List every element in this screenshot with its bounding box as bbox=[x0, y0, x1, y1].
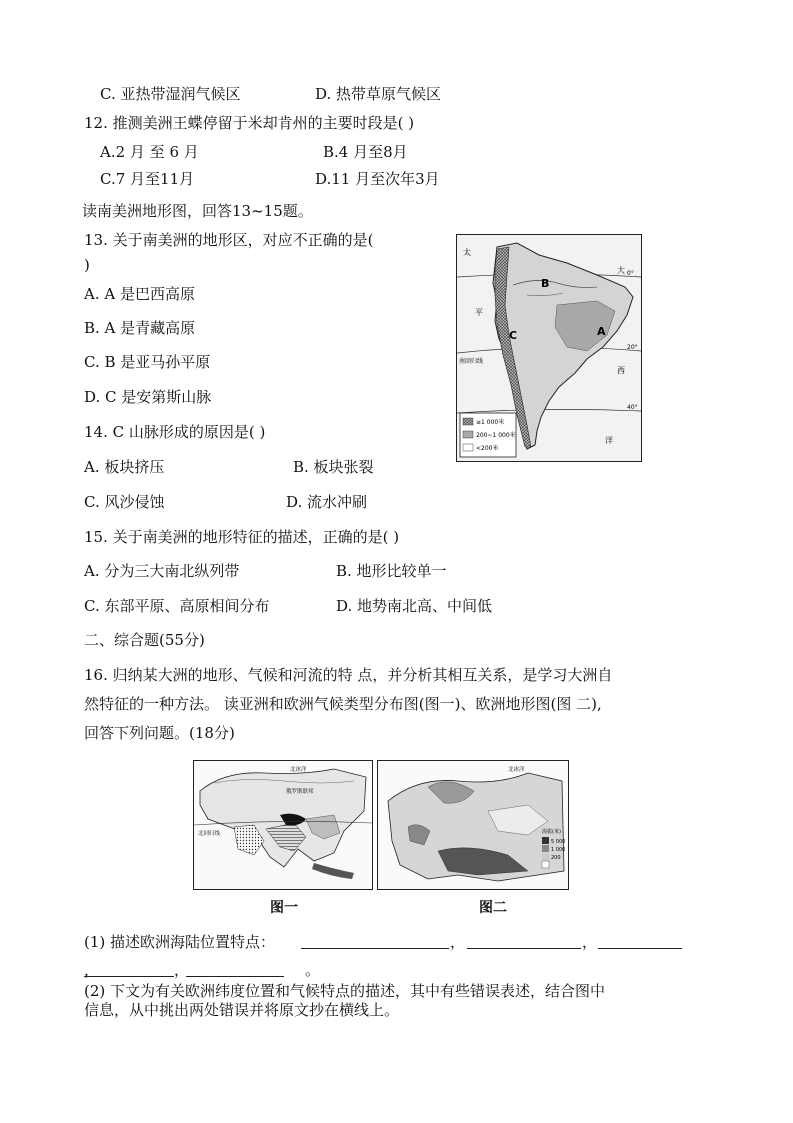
fig1-tropic-label: 北回归线 bbox=[198, 831, 221, 837]
q13-option-a: A. A 是巴西高原 bbox=[84, 285, 195, 303]
ocean-text-tai: 太 bbox=[463, 248, 471, 257]
fig2-legend-1000: 1 000 bbox=[551, 847, 566, 853]
q14-option-d: D. 流水冲刷 bbox=[286, 493, 368, 511]
q11-option-d: D. 热带草原气候区 bbox=[315, 85, 442, 103]
answer-blank-3[interactable] bbox=[598, 948, 682, 949]
sub1-comma-4: ， bbox=[174, 961, 190, 979]
q13-option-d: D. C 是安第斯山脉 bbox=[84, 388, 212, 406]
answer-blank-1[interactable] bbox=[301, 948, 449, 949]
sub1-comma-1: ， bbox=[450, 933, 466, 951]
q16-line-1: 16. 归纳某大洲的地形、气候和河流的特 点，并分析其相互关系，是学习大洲自 bbox=[84, 666, 613, 684]
label-b: B bbox=[541, 277, 550, 290]
lat-40: 40° bbox=[627, 404, 638, 411]
sub1-comma-3: ， bbox=[84, 961, 100, 979]
q15-option-a: A. 分为三大南北纵列带 bbox=[84, 562, 240, 580]
south-america-map bbox=[456, 234, 642, 462]
q14-option-a: A. 板块挤压 bbox=[84, 458, 165, 476]
answer-blank-4[interactable] bbox=[84, 976, 174, 977]
ocean-text-ping: 平 bbox=[475, 308, 483, 317]
intro-13-15: 读南美洲地形图，回答13~15题。 bbox=[82, 202, 313, 220]
q13-option-c: C. B 是亚马孙平原 bbox=[84, 353, 211, 371]
legend-low: <200米 bbox=[476, 445, 499, 452]
answer-blank-2[interactable] bbox=[467, 948, 581, 949]
q12-stem: 12. 推测美洲王蝶停留于米却肯州的主要时段是( ) bbox=[84, 114, 415, 132]
ocean-text-da: 大 bbox=[617, 266, 625, 275]
q15-option-b: B. 地形比较单一 bbox=[336, 562, 447, 580]
q15-option-c: C. 东部平原、高原相间分布 bbox=[84, 597, 270, 615]
q16-sub1-label: (1) 描述欧洲海陆位置特点： bbox=[84, 933, 276, 951]
label-c: C bbox=[509, 329, 518, 342]
section-2-heading: 二、综合题(55分) bbox=[84, 631, 205, 649]
q16-line-3: 回答下列问题。(18分) bbox=[84, 724, 235, 742]
ocean-text-xi: 西 bbox=[617, 366, 625, 375]
sub1-period: 。 bbox=[305, 961, 321, 979]
q14-stem: 14. C 山脉形成的原因是( ) bbox=[84, 423, 266, 441]
tropic-label: 南回归线 bbox=[459, 358, 484, 365]
q15-stem: 15. 关于南美洲的地形特征的描述，正确的是( ) bbox=[84, 528, 400, 546]
lat-0: 0° bbox=[627, 270, 634, 277]
fig2-ocean-label: 北冰洋 bbox=[508, 767, 525, 773]
lat-20: 20° bbox=[627, 344, 638, 351]
q15-option-d: D. 地势南北高、中间低 bbox=[336, 597, 493, 615]
fig1-arctic-label: 北冰洋 bbox=[290, 767, 307, 773]
q12-option-b: B.4 月至8月 bbox=[323, 143, 408, 161]
q12-option-c: C.7 月至11月 bbox=[100, 170, 195, 188]
q12-option-d: D.11 月至次年3月 bbox=[315, 170, 440, 188]
figure-1-caption: 图一 bbox=[270, 900, 298, 916]
fig1-russia-label: 俄罗斯联邦 bbox=[286, 789, 314, 795]
label-a: A bbox=[597, 325, 606, 338]
q16-line-2: 然特征的一种方法。 读亚洲和欧洲气候类型分布图(图一)、欧洲地形图(图 二), bbox=[84, 695, 602, 713]
q11-option-c: C. 亚热带湿润气候区 bbox=[100, 85, 241, 103]
figure-2-caption: 图二 bbox=[479, 900, 507, 916]
q16-sub2-line-1: (2) 下文为有关欧洲纬度位置和气候特点的描述，其中有些错误表述，结合图中 bbox=[84, 982, 606, 1000]
q12-option-a: A.2 月 至 6 月 bbox=[100, 143, 199, 161]
asia-climate-map bbox=[193, 760, 373, 890]
q16-sub2-line-2: 信息，从中挑出两处错误并将原文抄在横线上。 bbox=[84, 1001, 400, 1019]
q13-stem: 13. 关于南美洲的地形区，对应不正确的是( bbox=[84, 231, 374, 249]
q14-option-b: B. 板块张裂 bbox=[293, 458, 374, 476]
q13-option-b: B. A 是青藏高原 bbox=[84, 319, 196, 337]
legend-high: ≥1 000米 bbox=[476, 419, 505, 426]
q14-option-c: C. 风沙侵蚀 bbox=[84, 493, 165, 511]
sub1-comma-2: ， bbox=[582, 933, 598, 951]
legend-mid: 200~1 000米 bbox=[476, 432, 516, 439]
europe-terrain-map bbox=[377, 760, 569, 890]
fig2-legend-title: 海拔(米) bbox=[542, 829, 561, 835]
ocean-text-yang: 洋 bbox=[605, 436, 613, 445]
answer-blank-5[interactable] bbox=[186, 976, 284, 977]
fig2-legend-200: 200 bbox=[551, 855, 561, 861]
q13-stem-close: ) bbox=[84, 256, 90, 274]
fig2-legend-5000: 5 000 bbox=[551, 839, 566, 845]
